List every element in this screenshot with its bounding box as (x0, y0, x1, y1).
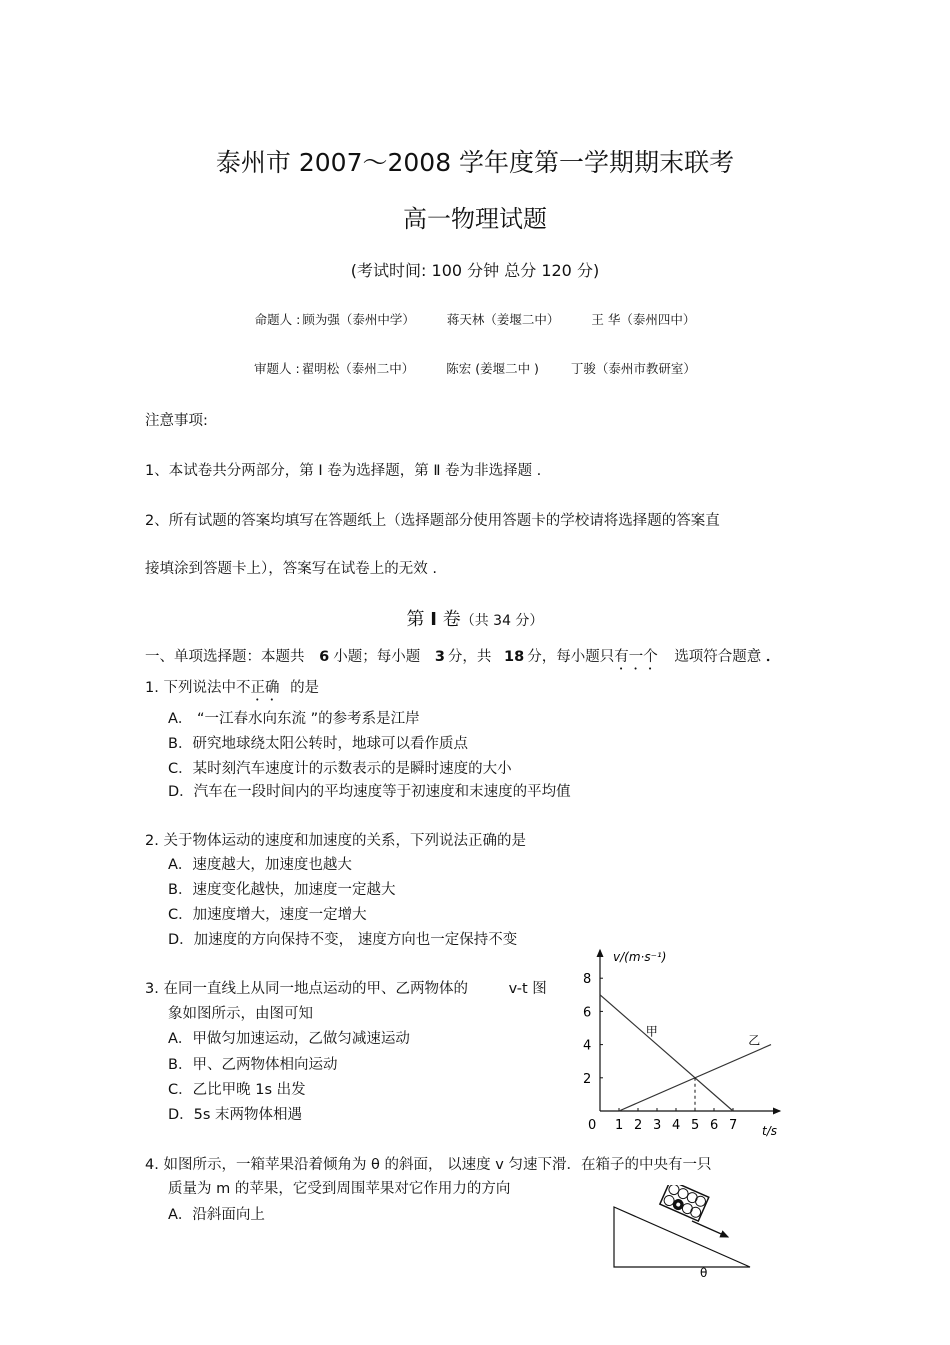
exam-info: (考试时间: 100 分钟 总分 120 分) (350, 261, 600, 280)
series-label-2: 乙 (748, 1033, 761, 1048)
q2-option-c: C．加速度增大，速度一定增大 (168, 907, 367, 923)
y-tick-label: 4 (583, 1038, 592, 1054)
instr-part-c: 分，共 (447, 649, 492, 665)
paper-subtitle: 高一物理试题 (403, 205, 547, 233)
instr-part-b: 小题；每小题 (333, 649, 421, 665)
q4-option-a: A．沿斜面向上 (168, 1207, 265, 1223)
q2-option-b: B．速度变化越快，加速度一定越大 (168, 882, 396, 898)
q1-stem-b: 的是 (290, 680, 320, 696)
instr-number-1: 6 (319, 649, 330, 665)
q1-option-a: A． “一江春水向东流 ”的参考系是江岸 (168, 711, 420, 727)
x-tick-label: 6 (710, 1118, 719, 1133)
instr-emphasis: 有一个 (614, 649, 658, 665)
instr-part-d: 分，每小题只 (527, 649, 615, 665)
section-points: （共 34 分） (460, 613, 544, 629)
section-instruction (145, 645, 780, 673)
y-tick-label: 6 (583, 1005, 592, 1021)
q3-stem-line-1 (145, 977, 547, 998)
x-tick-label: 4 (672, 1118, 681, 1133)
x-tick-label: 3 (653, 1118, 662, 1133)
q4-stem-line-2: 质量为 m 的苹果，它受到周围苹果对它作用力的方向 (168, 1181, 511, 1197)
q2-option-d: D．加速度的方向保持不变， 速度方向也一定保持不变 (168, 932, 518, 948)
reviewer-1: 翟明松（泰州二中） (301, 361, 415, 376)
x-tick-label: 7 (729, 1118, 738, 1133)
reviewers-line (0, 359, 950, 377)
reviewer-3: 丁骏（泰州市教研室） (570, 361, 696, 376)
author-2: 蒋天林（姜堰二中） (446, 312, 560, 327)
reviewers-label: 审题人 : (254, 361, 300, 376)
instr-number-2: 3 (434, 649, 445, 665)
section-title-suffix: 卷 (442, 609, 461, 630)
y-tick-label: 2 (583, 1071, 592, 1087)
section-title (0, 605, 950, 631)
incline-triangle (614, 1207, 750, 1267)
q1-stem (145, 676, 319, 704)
q1-option-b: B．研究地球绕太阳公转时，地球可以看作质点 (168, 736, 468, 752)
exam-title: 泰州市 2007～2008 学年度第一学期期末联考 (215, 148, 735, 177)
x-tick-label: 5 (691, 1118, 700, 1133)
q1-stem-emphasis: 正确 (250, 680, 280, 696)
notes-heading: 注意事项: (145, 413, 208, 429)
series-line-1 (600, 995, 733, 1111)
authors-label: 命题人 : (254, 312, 301, 327)
x-tick-label: 0 (588, 1118, 597, 1133)
incline-figure (600, 1185, 770, 1280)
vt-graph (575, 940, 795, 1145)
authors-line (0, 310, 950, 328)
x-axis-label: t/s (762, 1124, 777, 1138)
q3-stem-line-1-b: v-t 图 (508, 981, 547, 997)
author-1: 顾为强（泰州中学） (302, 312, 415, 327)
velocity-arrow (692, 1221, 728, 1237)
q3-stem-line-2: 象如图所示，由图可知 (168, 1006, 313, 1022)
apple-box (660, 1185, 709, 1221)
instr-part-a: 一、单项选择题：本题共 (145, 649, 305, 665)
y-tick-label: 8 (583, 972, 592, 988)
q3-option-c: C．乙比甲晚 1s 出发 (168, 1082, 306, 1098)
x-tick-label: 1 (615, 1118, 624, 1133)
section-title-roman: Ⅰ (430, 609, 437, 630)
q1-stem-a: 1. 下列说法中不 (145, 680, 251, 696)
instr-part-e: 选项符合题意 (674, 649, 762, 665)
q4-stem-line-1: 4. 如图所示，一箱苹果沿着倾角为 θ 的斜面， 以速度 v 匀速下滑．在箱子的中央有一只 (145, 1157, 712, 1173)
y-axis-label: v/(m·s⁻¹) (613, 950, 667, 964)
note-2-line-1: 2、所有试题的答案均填写在答题纸上（选择题部分使用答题卡的学校请将选择题的答案直 (145, 513, 720, 529)
instr-number-3: 18 (504, 649, 525, 665)
note-2-line-2: 接填涂到答题卡上），答案写在试卷上的无效 . (145, 561, 437, 577)
q1-option-c: C．某时刻汽车速度计的示数表示的是瞬时速度的大小 (168, 761, 512, 777)
q3-stem-line-1-a: 3. 在同一直线上从同一地点运动的甲、乙两物体的 (145, 981, 468, 997)
x-tick-label: 2 (634, 1118, 643, 1133)
q2-option-a: A．速度越大，加速度也越大 (168, 857, 352, 873)
series-label-1: 甲 (645, 1024, 658, 1039)
instr-end: ． (765, 649, 781, 665)
note-1: 1、本试卷共分两部分，第 Ⅰ 卷为选择题，第 Ⅱ 卷为非选择题 . (145, 463, 542, 479)
author-3: 王 华（泰州四中） (591, 312, 696, 327)
section-title-prefix: 第 (406, 609, 425, 630)
q3-option-d: D．5s 末两物体相遇 (168, 1107, 303, 1123)
incline-angle-label: θ (700, 1266, 708, 1280)
q3-option-b: B．甲、乙两物体相向运动 (168, 1057, 338, 1073)
q3-option-a: A．甲做匀加速运动，乙做匀减速运动 (168, 1031, 410, 1047)
reviewer-2: 陈宏 (姜堰二中 ) (446, 361, 539, 376)
q1-option-d: D．汽车在一段时间内的平均速度等于初速度和末速度的平均值 (168, 784, 571, 800)
q2-stem: 2. 关于物体运动的速度和加速度的关系，下列说法正确的是 (145, 833, 526, 849)
